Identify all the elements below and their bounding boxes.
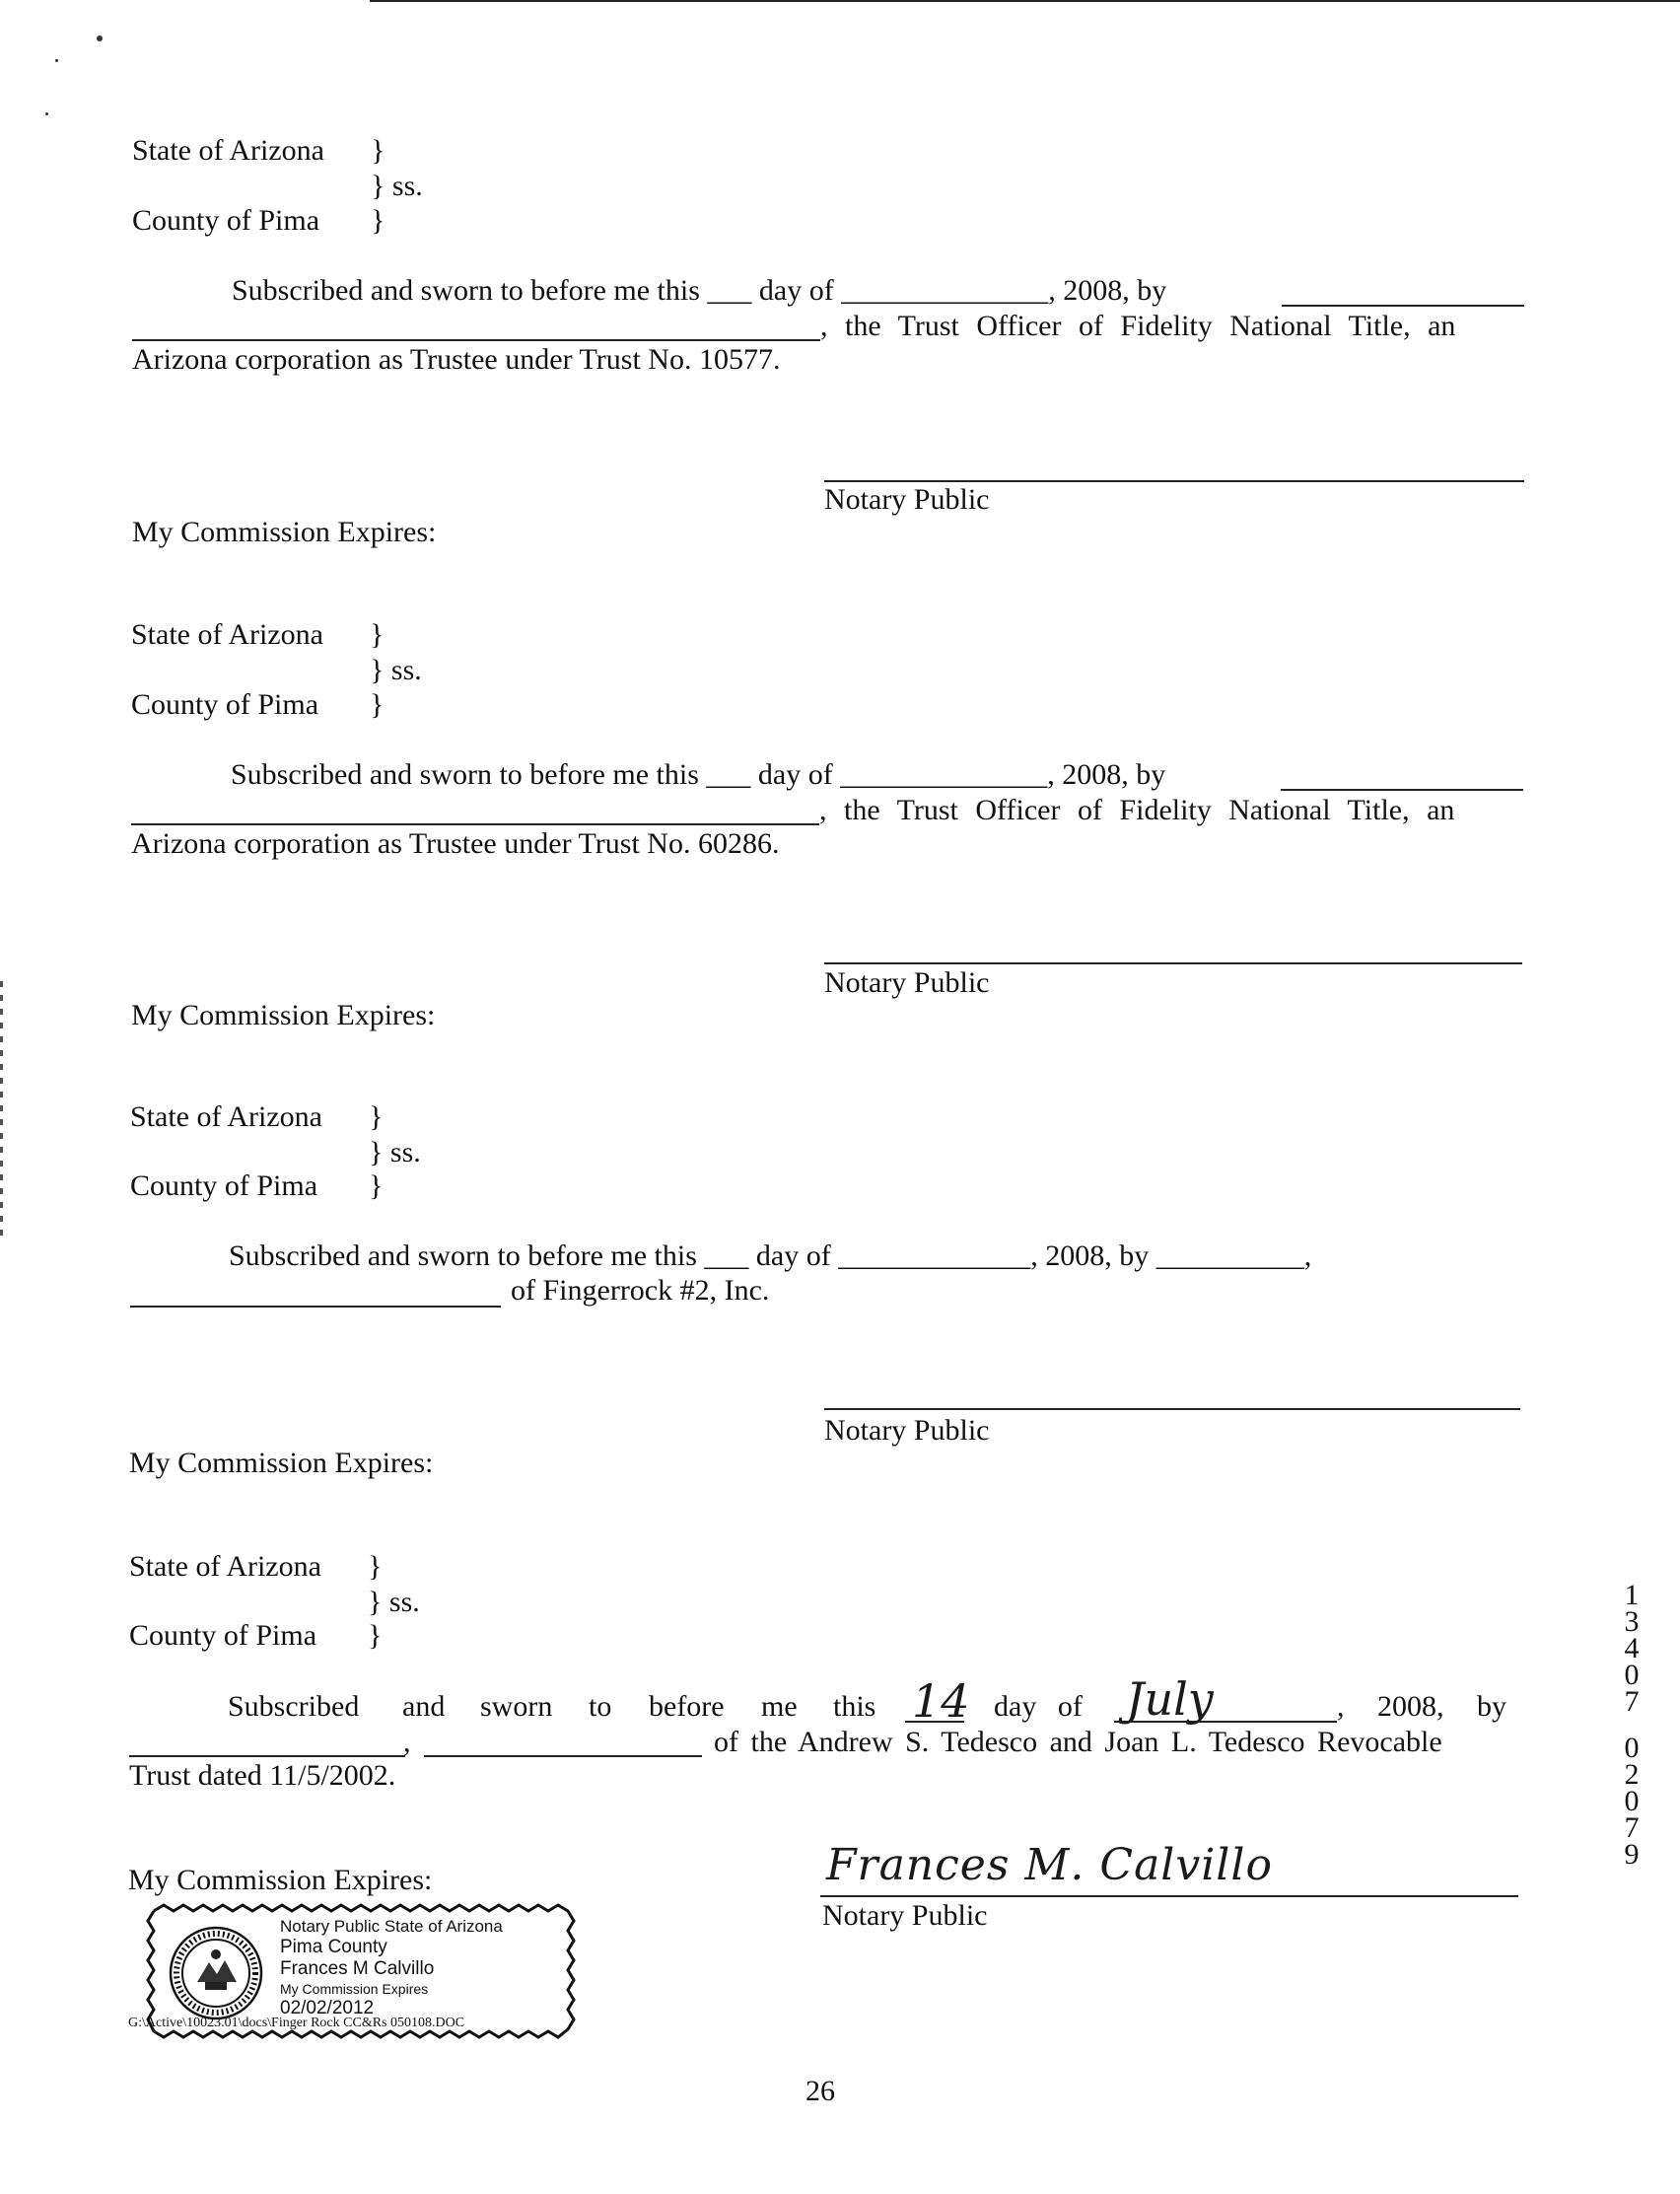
notary-signature-line — [824, 1408, 1520, 1410]
ss-label: } ss. — [369, 1136, 421, 1168]
stamp-line: 02/02/2012 — [280, 1998, 375, 2018]
stamp-line: Notary Public State of Arizona — [280, 1917, 503, 1936]
capacity-blank — [424, 1755, 702, 1757]
page-number: 26 — [805, 2075, 835, 2107]
notary-signature: Frances M. Calvillo — [826, 1840, 1273, 1890]
signer-blank — [1281, 789, 1523, 791]
state-label: State of Arizona — [131, 618, 323, 651]
notary-signature-line — [820, 1895, 1518, 1897]
scan-speck — [55, 59, 58, 62]
name-blank — [131, 823, 819, 825]
commission-expires-label: My Commission Expires: — [131, 999, 436, 1031]
notary-public-label: Notary Public — [824, 1414, 990, 1447]
stamp-text — [280, 1917, 503, 2019]
recording-digit: 7 — [1624, 1685, 1640, 1718]
county-label: County of Pima — [129, 1619, 317, 1652]
brace: } — [371, 204, 385, 237]
name-blank — [132, 339, 820, 341]
notary-public-label: Notary Public — [822, 1899, 988, 1932]
jurat-line-1: Subscribed and sworn to before me this ___ day of ______________, 2008, by — [232, 274, 1167, 307]
recording-number — [1617, 1579, 1646, 1871]
day-blank — [905, 1721, 964, 1723]
brace: } — [369, 1100, 384, 1133]
county-label: County of Pima — [130, 1169, 318, 1202]
stamp-line: My Commission Expires — [280, 1981, 429, 1997]
jurat-word: and — [402, 1690, 446, 1723]
jurat-line-1: Subscribed and sworn to before me this ___ day of ______________, 2008, by — [231, 758, 1166, 791]
brace: } — [371, 134, 385, 167]
top-rule — [370, 0, 1680, 2]
jurat-word: Subscribed — [228, 1690, 360, 1723]
recording-digit: 1 — [1624, 1579, 1640, 1611]
recording-digit: 0 — [1624, 1659, 1640, 1691]
state-label: State of Arizona — [130, 1100, 322, 1133]
ss-label: } ss. — [371, 170, 423, 202]
jurat-line-2: of Fingerrock #2, Inc. — [511, 1274, 770, 1307]
state-label: State of Arizona — [132, 134, 324, 167]
jurat-line-3: Trust dated 11/5/2002. — [129, 1759, 396, 1792]
brace: } — [370, 688, 385, 721]
recording-digit: 0 — [1624, 1785, 1640, 1817]
jurat-line-3: Arizona corporation as Trustee under Trust No. 60286. — [131, 827, 780, 860]
jurat-line-1: Subscribed and sworn to before me this ___ day of _____________, 2008, by __________, — [229, 1239, 1312, 1272]
recording-digit: 2 — [1624, 1758, 1640, 1791]
scan-speck — [97, 35, 103, 41]
recording-digit: 9 — [1624, 1838, 1640, 1871]
commission-expires-label: My Commission Expires: — [129, 1447, 434, 1479]
state-seal-icon — [168, 1925, 264, 2021]
brace: } — [368, 1619, 383, 1652]
recording-digit: 4 — [1624, 1632, 1640, 1664]
jurat-word: me — [761, 1690, 798, 1723]
brace: } — [368, 1550, 383, 1583]
name-blank — [129, 1755, 405, 1757]
brace: } — [370, 618, 385, 651]
recording-digit: 7 — [1624, 1811, 1640, 1844]
day-of-label: day of — [994, 1690, 1083, 1723]
name-blank — [130, 1306, 501, 1308]
commission-expires-label: My Commission Expires: — [128, 1864, 433, 1896]
recording-digit: 0 — [1624, 1732, 1640, 1764]
commission-expires-label: My Commission Expires: — [132, 516, 437, 548]
jurat-word: this — [833, 1690, 876, 1723]
county-label: County of Pima — [132, 204, 320, 237]
notary-public-label: Notary Public — [824, 966, 990, 999]
jurat-line-2: , the Trust Officer of Fidelity National Title, an — [819, 794, 1455, 826]
file-path-footer: G:\Active\10023.01\docs\Finger Rock CC&Rs 050108.DOC — [128, 2016, 465, 2030]
month-blank — [1114, 1721, 1337, 1723]
signer-blank — [1282, 305, 1524, 307]
jurat-word: sworn — [480, 1690, 553, 1723]
jurat-line-2: of the Andrew S. Tedesco and Joan L. Tedesco Revocable — [714, 1726, 1442, 1758]
ss-label: } ss. — [370, 654, 422, 686]
jurat-line-2: , the Trust Officer of Fidelity National Title, an — [820, 310, 1456, 342]
stamp-line: Frances M Calvillo — [280, 1958, 435, 1979]
ss-label: } ss. — [368, 1586, 420, 1618]
stamp-line: Pima County — [280, 1937, 387, 1957]
handwritten-month: July — [1126, 1672, 1214, 1726]
handwritten-day: 14 — [912, 1674, 970, 1728]
scan-speck — [45, 112, 48, 115]
year-by-label: , 2008, by — [1337, 1690, 1506, 1723]
brace: } — [369, 1169, 384, 1202]
jurat-word: before — [649, 1690, 725, 1723]
notary-signature-line — [824, 480, 1524, 482]
notary-public-label: Notary Public — [824, 483, 990, 516]
recording-digit: 3 — [1624, 1605, 1640, 1638]
notary-signature-line — [824, 962, 1522, 964]
comma: , — [403, 1726, 411, 1758]
state-label: State of Arizona — [129, 1550, 321, 1583]
jurat-word: to — [589, 1690, 612, 1723]
county-label: County of Pima — [131, 688, 319, 721]
scan-edge-marks — [0, 981, 3, 1238]
jurat-line-3: Arizona corporation as Trustee under Trust No. 10577. — [132, 343, 781, 376]
